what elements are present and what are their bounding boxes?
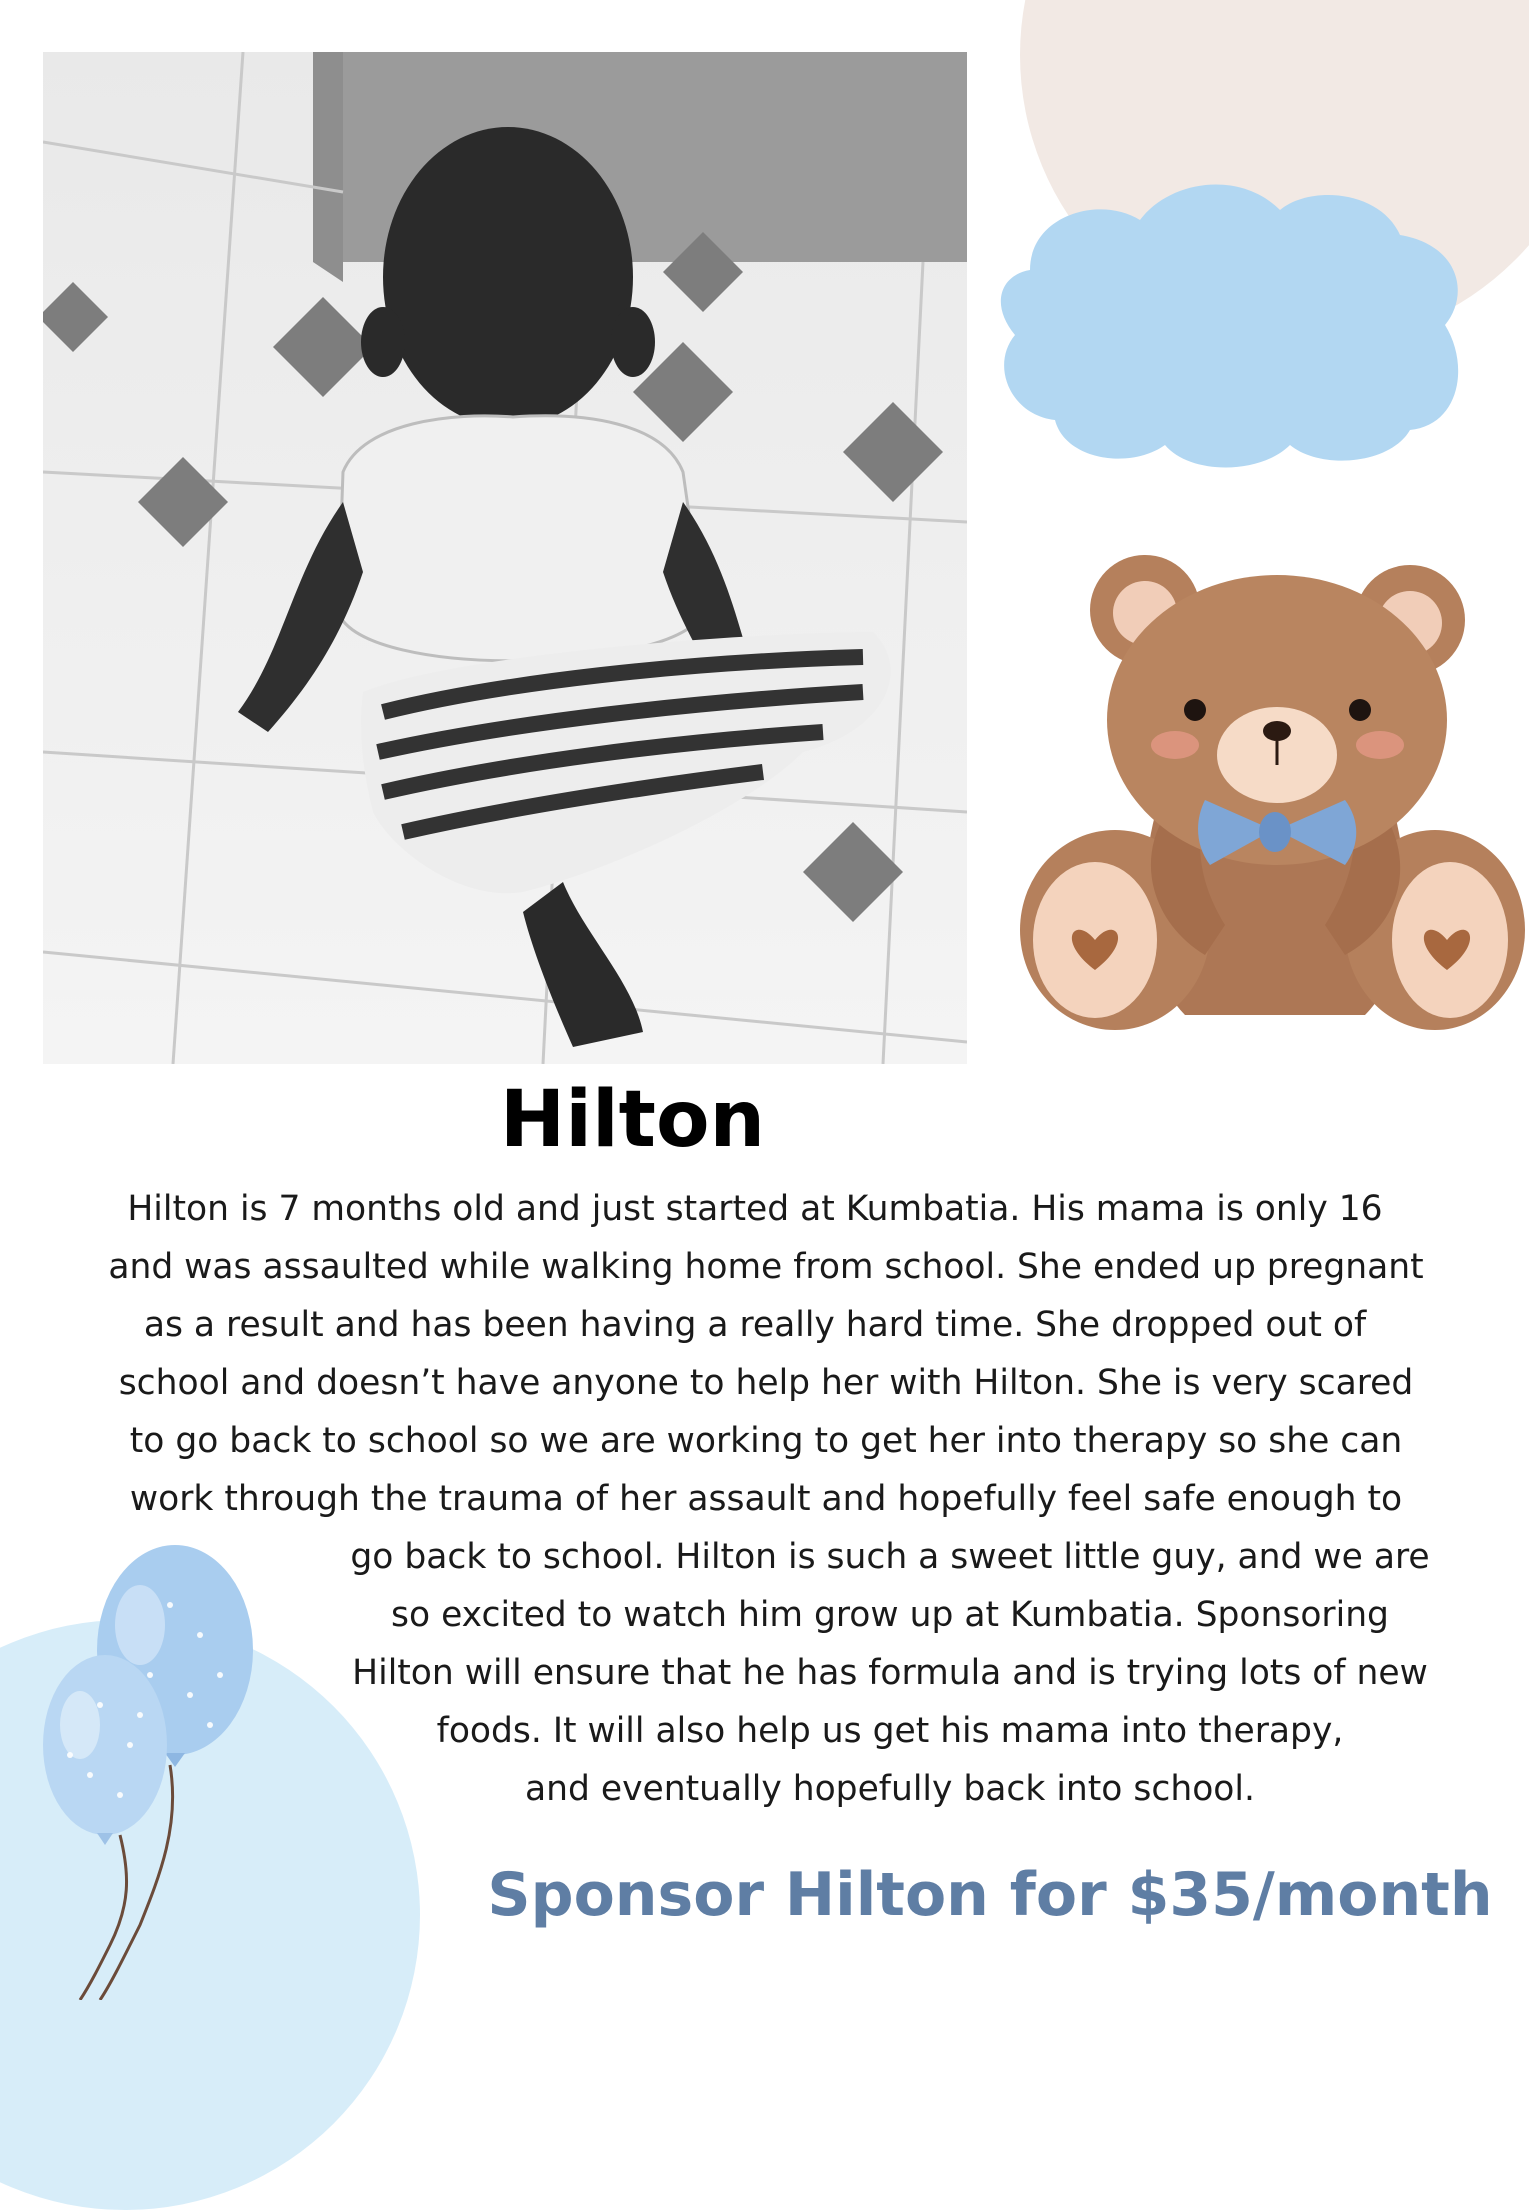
cloud-icon (990, 175, 1470, 475)
baby-photo-illustration (43, 52, 967, 1064)
story-line: work through the trauma of her assault and hopefully feel safe enough to (129, 1479, 1403, 1519)
story-line: and eventually hopefully back into school. (525, 1769, 1255, 1809)
story-line: so excited to watch him grow up at Kumbatia. Sponsoring (391, 1595, 1389, 1635)
teddy-bear-icon (1015, 545, 1525, 1035)
sponsor-call-to-action: Sponsor Hilton for $35/month (487, 1860, 1493, 1930)
baby-photo (43, 52, 967, 1064)
balloons-icon (20, 1545, 280, 2000)
story-line: foods. It will also help us get his mama into therapy, (436, 1711, 1344, 1751)
story-line: school and doesn’t have anyone to help her with Hilton. She is very scared (118, 1363, 1414, 1403)
story-line: to go back to school so we are working to get her into therapy so she can (129, 1421, 1403, 1461)
story-line: and was assaulted while walking home from school. She ended up pregnant (108, 1247, 1424, 1287)
story-line: Hilton will ensure that he has formula and is trying lots of new (352, 1653, 1428, 1693)
child-name-title: Hilton (499, 1075, 766, 1165)
story-line: go back to school. Hilton is such a sweet little guy, and we are (350, 1537, 1430, 1577)
story-line: as a result and has been having a really hard time. She dropped out of (143, 1305, 1367, 1345)
story-line: Hilton is 7 months old and just started at Kumbatia. His mama is only 16 (127, 1189, 1383, 1229)
